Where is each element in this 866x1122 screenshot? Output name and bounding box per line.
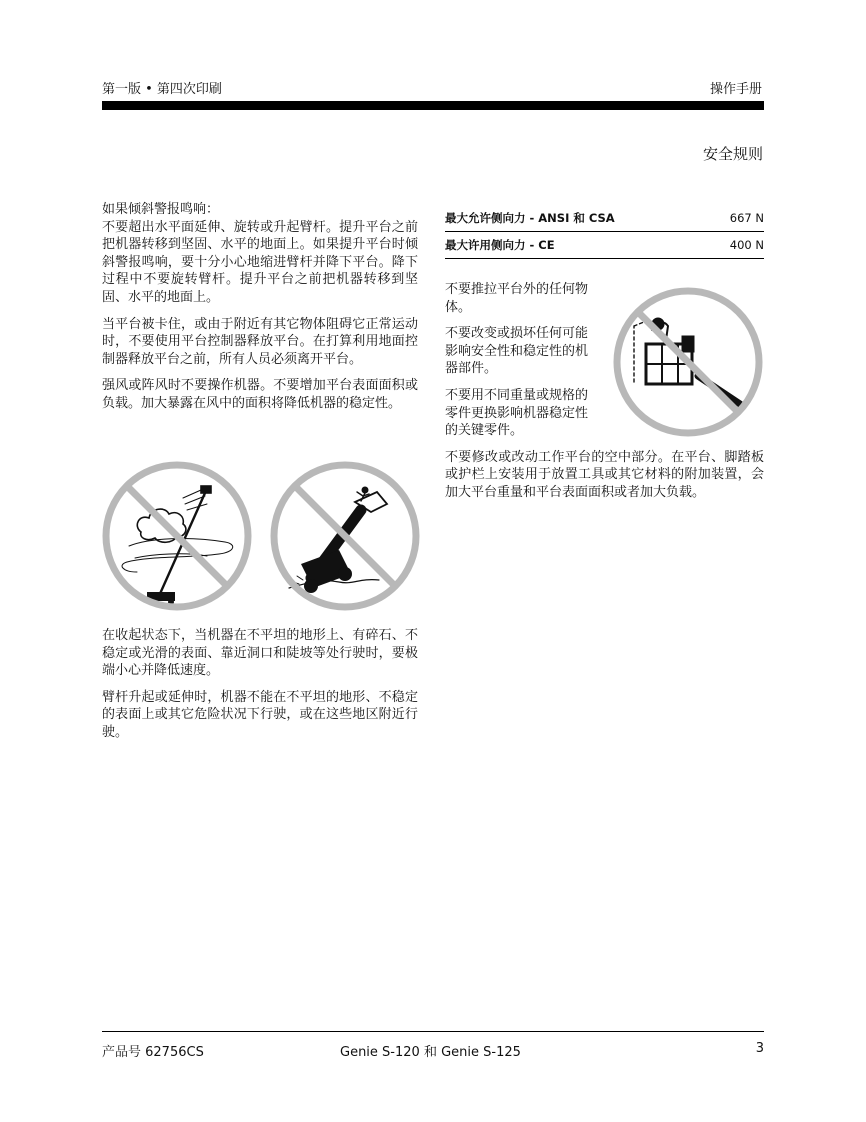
prohibited-wind-operation-icon [101,460,253,612]
force-value: 667 N [729,211,764,225]
side-force-table [445,205,764,259]
header-rule [102,101,764,110]
force-value: 400 N [729,238,764,252]
left-column-lower [102,627,418,751]
part-number: 产品号 62756CS [102,1045,204,1060]
paragraph: 不要超出水平面延伸、旋转或升起臂杆。提升平台之前把机器转移到坚固、水平的地面上。如果提升平台时倾斜警报鸣响，要十分小心地缩进臂杆并降下平台。降下过程中不要旋转臂杆。提升平台之前把机器转移到坚固、水平的地面上。 [102,219,418,305]
paragraph: 不要修改或改动工作平台的空中部分。在平台、脚踏板或护栏上安装用于放置工具或其它材料的附加装置，会加大平台重量和平台表面面积或者加大负载。 [445,449,764,500]
left-column [102,201,418,422]
paragraph: 不要改变或损坏任何可能影响安全性和稳定性的机器部件。 [445,326,589,377]
section-title: 安全规则 [702,145,763,163]
page-number: 3 [755,1041,764,1056]
force-label: 最大允许侧向力 - ANSI 和 CSA [445,211,615,225]
paragraph: 如果倾斜警报鸣响： [102,202,220,217]
edition-label: 第一版 • 第四次印刷 [102,82,222,97]
table-row [445,232,764,259]
force-label: 最大许用侧向力 - CE [445,238,555,252]
table-row [445,205,764,232]
paragraph: 当平台被卡住，或由于附近有其它物体阻碍它正常运动时，不要使用平台控制器释放平台。在打算利用地面控制器释放平台之前，所有人员必须离开平台。 [102,316,418,367]
paragraph: 不要推拉平台外的任何物体。 [445,282,589,315]
prohibited-rough-terrain-drive-icon [269,460,421,612]
model-name: Genie S-120 和 Genie S-125 [340,1045,521,1060]
prohibited-push-pull-object-icon [612,286,764,438]
manual-type-label: 操作手册 [709,82,762,97]
paragraph: 强风或阵风时不要操作机器。不要增加平台表面面积或负载。加大暴露在风中的面积将降低机器的稳定性。 [102,378,418,411]
footer-rule [102,1031,764,1032]
paragraph: 在收起状态下，当机器在不平坦的地形上、有碎石、不稳定或光滑的表面、靠近洞口和陡坡等处行驶时，要极端小心并降低速度。 [102,628,418,679]
paragraph: 臂杆升起或延伸时，机器不能在不平坦的地形、不稳定的表面上或其它危险状况下行驶，或在这些地区附近行驶。 [102,689,418,740]
paragraph: 不要用不同重量或规格的零件更换影响机器稳定性的关键零件。 [445,387,589,439]
